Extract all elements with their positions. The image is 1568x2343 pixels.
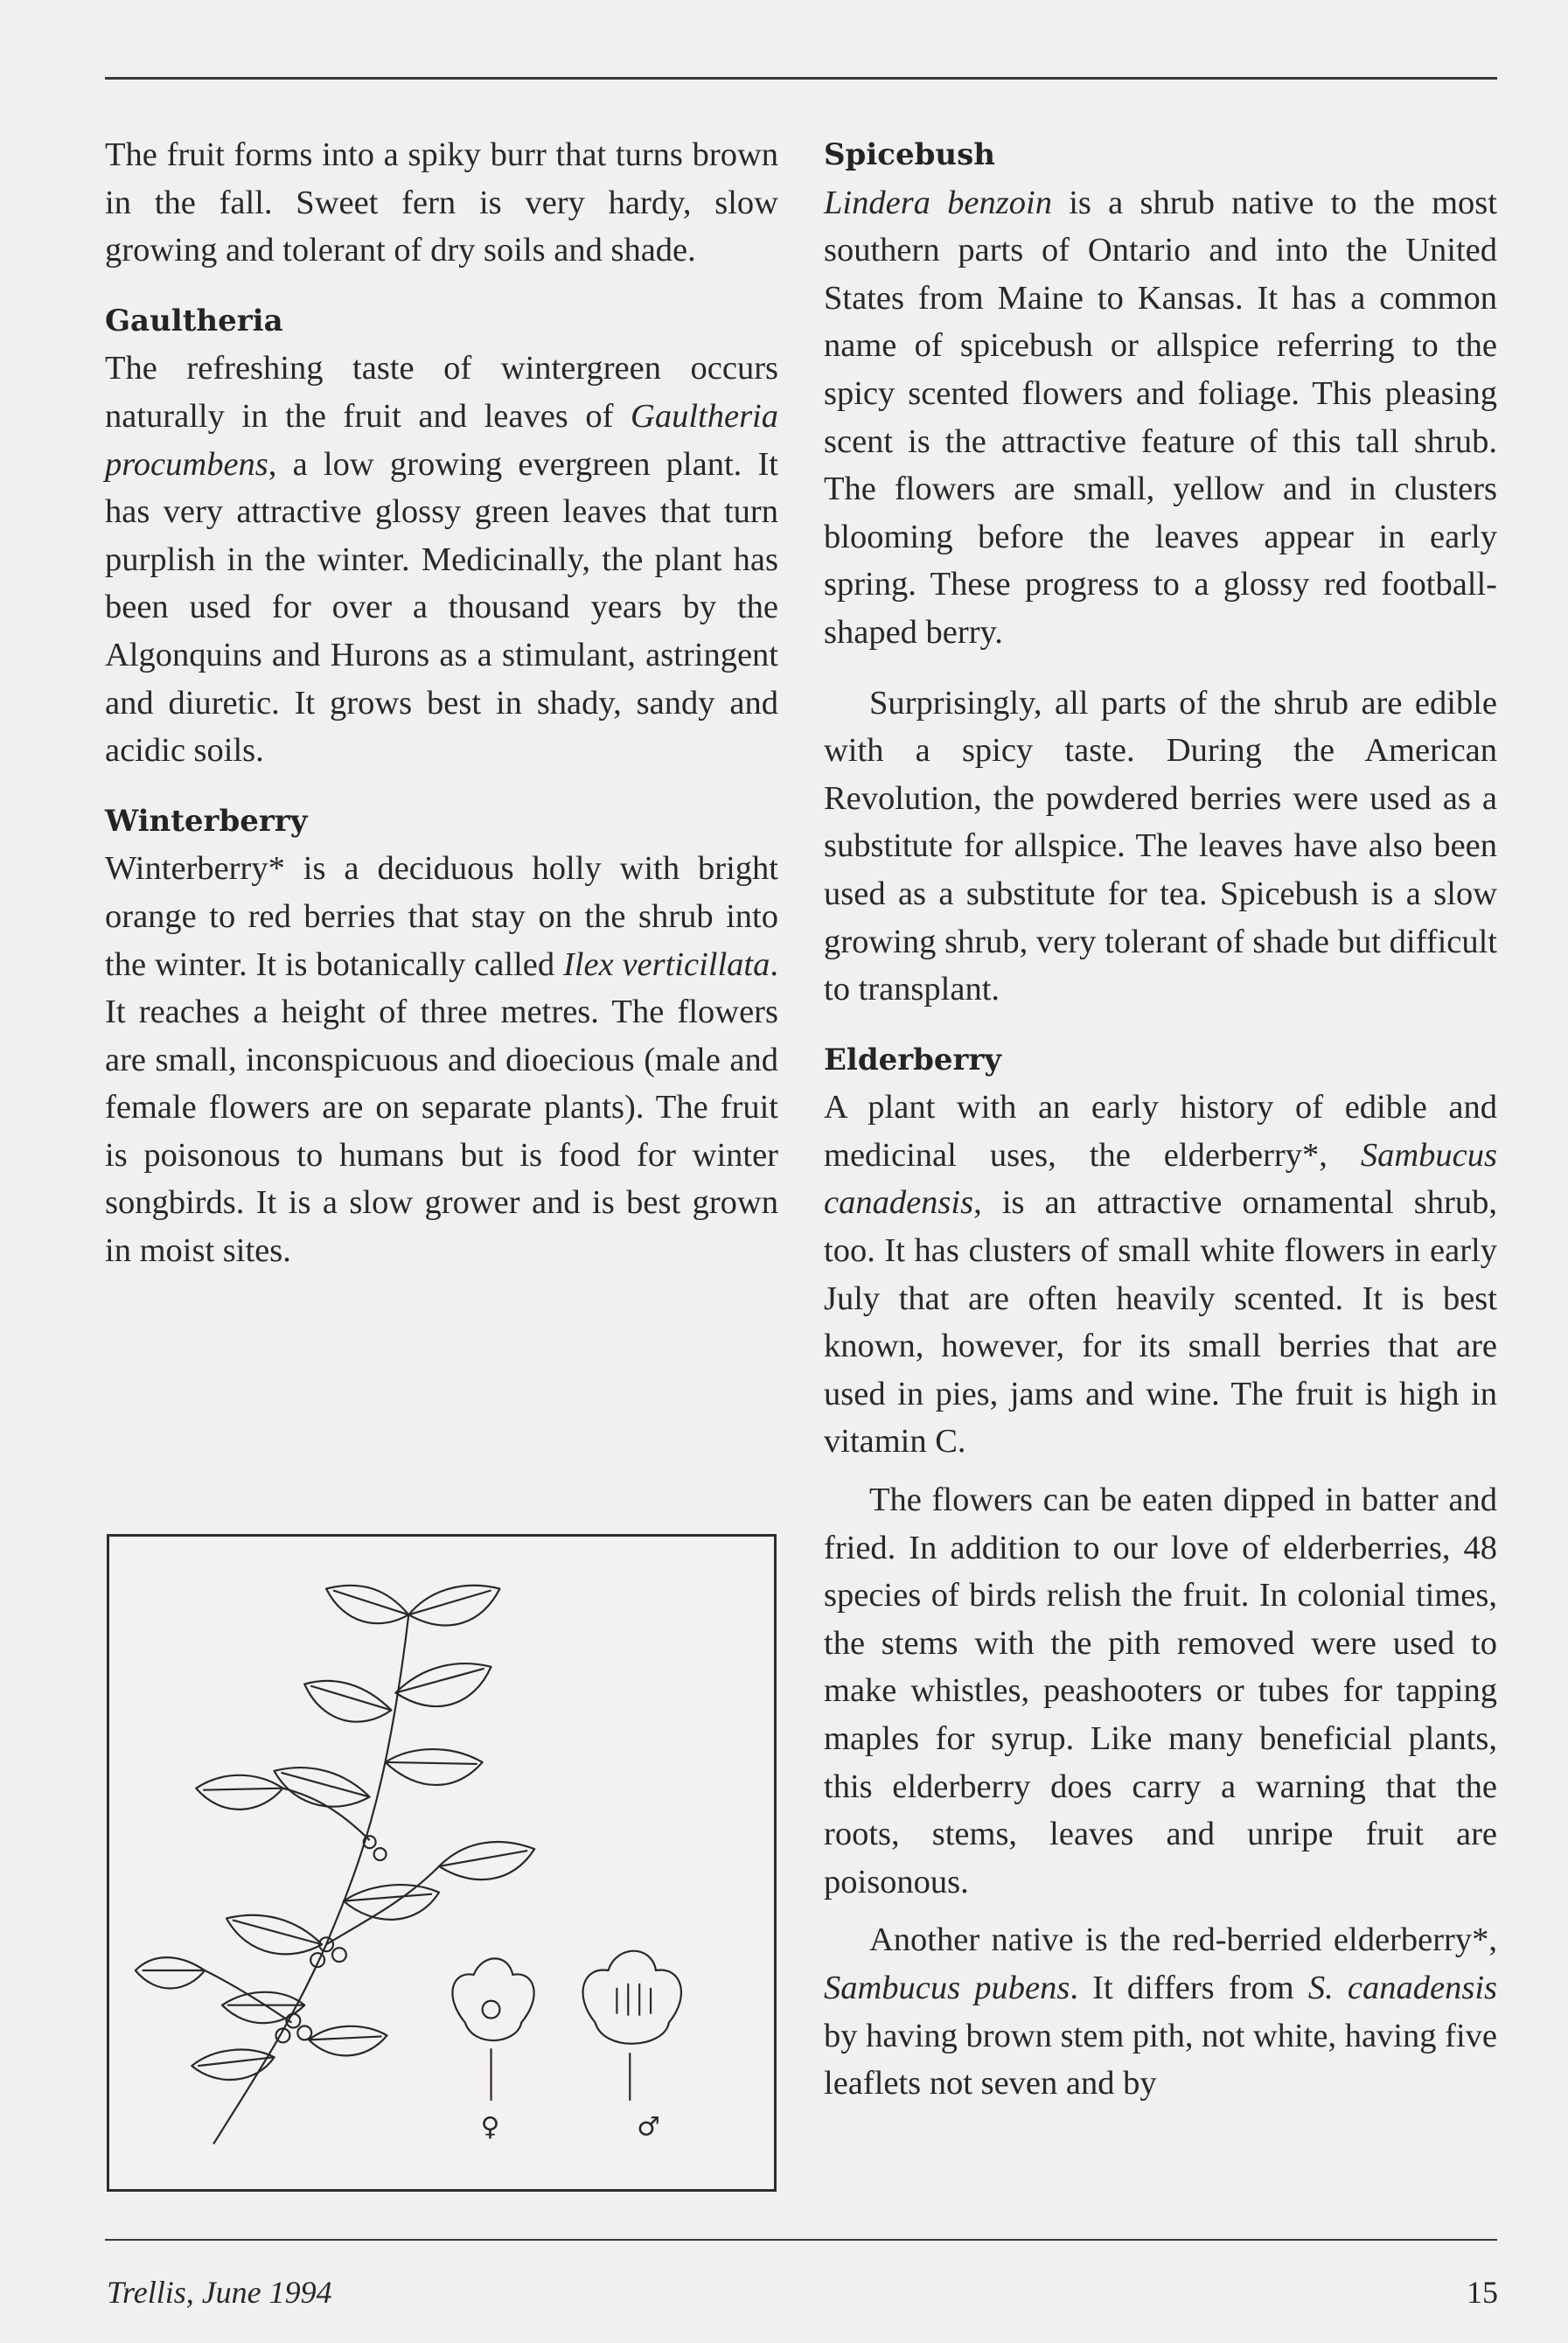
- winterberry-heading: Winterberry: [105, 803, 308, 839]
- gaultheria-heading: Gaultheria: [105, 303, 283, 338]
- elderberry-paragraph-1: A plant with an early history of edible and medicinal uses, the elderberry*, Sambucus canadensis, is an attractive ornamental shrub, too. It has clusters of small white flowers in early July that are often heavily scented. It is best known, however, for its small berries that are used in pies, jams and wine. The fruit is high in vitamin C.: [824, 1089, 1497, 1461]
- header-rule: [105, 77, 1497, 80]
- winterberry-paragraph: Winterberry* is a deciduous holly with bright orange to red berries that stay on the shrub into the winter. It is botanically called Ilex verticillata. It reaches a height of three metres. The flowers are small, inconspicuous and dioecious (male and female flowers are on separate plants). The fruit is poisonous to humans but is food for winter songbirds. It is a slow grower and is best grown in moist sites.: [105, 850, 778, 1270]
- elderberry-heading: Elderberry: [824, 1042, 1002, 1077]
- spicebush-paragraph-1: Lindera benzoin is a shrub native to the most southern parts of Ontario and into the United States from Maine to Kansas. It has a common name of spicebush or allspice referring to the spicy scented flowers and foliage. This pleasing scent is the attractive feature of this tall shrub. The flowers are small, yellow and in clusters blooming before the leaves appear in early spring. These progress to a glossy red football-shaped berry.: [824, 184, 1497, 651]
- left-column: [105, 131, 778, 1275]
- red-elderberry-species: Sambucus pubens: [824, 1969, 1070, 2006]
- gaultheria-paragraph: The refreshing taste of wintergreen occurs naturally in the fruit and leaves of Gaultheria procumbens, a low growing evergreen plant. It has very attractive glossy green leaves that turn purplish in the winter. Medicinally, the plant has been used for over a thousand years by the Algonquins and Hurons as a stimulant, astringent and diuretic. It grows best in shady, sandy and acidic soils.: [105, 350, 778, 770]
- winterberry-drawing-icon: [109, 1537, 774, 2189]
- sweet-fern-continuation: The fruit forms into a spiky burr that turns brown in the fall. Sweet fern is very hardy, slow growing and tolerant of dry soils and shade.: [105, 136, 778, 269]
- elderberry-paragraph-3: Another native is the red-berried elderberry*, Sambucus pubens. It differs from S. canadensis by having brown stem pith, not white, having five leaflets not seven and by: [824, 1921, 1497, 2102]
- winterberry-illustration: [107, 1534, 777, 2192]
- gaultheria-species: Gaultheria procumbens: [105, 397, 778, 483]
- spicebush-heading: Spicebush: [824, 137, 995, 172]
- canadensis-abbrev: S. canadensis: [1307, 1969, 1497, 2006]
- spicebush-paragraph-2: Surprisingly, all parts of the shrub are edible with a spicy taste. During the American Revolution, the powdered berries were used as a substitute for allspice. The leaves have also been used as a substitute for tea. Spicebush is a slow growing shrub, very tolerant of shade but difficult to transplant.: [824, 684, 1497, 1008]
- elderberry-paragraph-2: The flowers can be eaten dipped in batter and fried. In addition to our love of elderberries, 48 species of birds relish the fruit. In colonial times, the stems with the pith removed were used to make whistles, peashooters or tubes for tapping maples for syrup. Like many beneficial plants, this elderberry does carry a warning that the roots, stems, leaves and unripe fruit are poisonous.: [824, 1482, 1497, 1900]
- elderberry-species: Sambucus canadensis: [824, 1136, 1497, 1222]
- female-symbol: ♀: [480, 2111, 500, 2143]
- male-symbol: ♂: [637, 2111, 660, 2143]
- spicebush-species: Lindera benzoin: [824, 184, 1052, 221]
- page-number: 15: [1467, 2275, 1498, 2310]
- winterberry-species: Ilex verticillata: [562, 945, 770, 983]
- right-column: [824, 131, 1497, 2108]
- publication-credit: Trellis, June 1994: [107, 2275, 332, 2310]
- footer-rule: [105, 2239, 1497, 2241]
